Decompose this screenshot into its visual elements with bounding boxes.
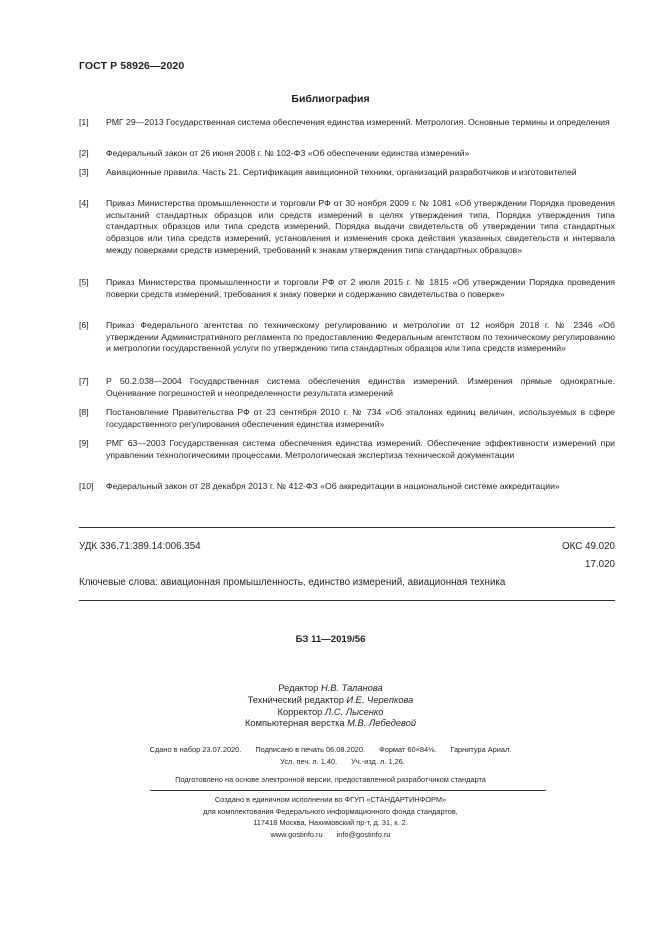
entry-number: [2]: [79, 148, 89, 158]
publisher-line-1: Создано в единичном исполнении во ФГУП «СТАНДАРТИНФОРМ»: [214, 795, 447, 804]
credit-proofreader: Корректор Л.С. Лысенко: [277, 706, 384, 717]
entry-number: [1]: [79, 117, 89, 127]
entry-text: РМГ 63—2003 Государственная система обеспечения единства измерений. Обеспечение эффективности измерений при управлении технологическими процессами. Метрологическая экспертиза технической документации: [106, 438, 615, 460]
entry-number: [10]: [79, 481, 94, 491]
prepared-note: Подготовлено на основе электронной версии, предоставленной разработчиком стандарта: [175, 775, 486, 784]
keywords-text: Ключевые слова: авиационная промышленность, единство измерений, авиационная техника: [79, 577, 506, 588]
entry-number: [7]: [79, 376, 89, 386]
oks-code: ОКС 49.020: [562, 541, 615, 552]
print-info-2: Усл. печ. л. 1,40. Уч.-изд. л. 1,26.: [280, 757, 405, 766]
entry-text: Приказ Федерального агентства по техническому регулированию и метрологии от 12 ноября 2018 г. № 2346 «Об утверждении Административного регламента по предоставлению Федеральным агентством по техническому регулированию и метрологии государственной услуги по утверждению типа стандартных образцов или типа средств измерений»: [106, 320, 615, 354]
email-link[interactable]: info@gostinfo.ru: [336, 829, 391, 839]
oks-row-2: [79, 559, 615, 570]
entry-text: Р 50.2.038—2004 Государственная система обеспечения единства измерений. Измерения прямые однократные. Оценивание погрешностей и неопределенности результата измерений: [106, 376, 615, 398]
bibliography-entry: [79, 167, 615, 179]
entry-number: [5]: [79, 277, 89, 287]
website-link[interactable]: www.gostinfo.ru: [270, 829, 323, 839]
bibliography-entry: [79, 117, 615, 129]
entry-text: Постановление Правительства РФ от 23 сентября 2010 г. № 734 «Об эталонах единиц величин, используемых в сфере государственного регулирования обеспечения единства измерений»: [106, 407, 615, 429]
entry-number: [3]: [79, 167, 89, 177]
entry-number: [6]: [79, 320, 89, 330]
entry-number: [9]: [79, 438, 89, 448]
divider-top: [79, 527, 615, 528]
divider-bottom: [79, 600, 615, 601]
keywords: [79, 577, 615, 588]
credit-editor: Редактор Н.В. Таланова: [278, 683, 383, 693]
publisher-line-3: 117418 Москва, Нахимовский пр-т, д. 31, к. 2.: [253, 818, 408, 827]
bibliography-entry: [79, 320, 615, 355]
bibliography-entry: [79, 407, 615, 430]
credit-layout: Компьютерная верстка М.В. Лебедевой: [245, 718, 416, 729]
oks-code-2: 17.020: [585, 559, 615, 570]
print-info-1: Сдано в набор 23.07.2020. Подписано в печать 06.08.2020. Формат 60×84⅛. Гарнитура Ариал.: [149, 745, 512, 754]
entry-number: [4]: [79, 198, 89, 208]
entry-text: Федеральный закон от 26 июня 2008 г. № 102-ФЗ «Об обеспечении единства измерений»: [106, 148, 470, 158]
contacts: [0, 829, 661, 841]
publisher-line-2: для комплектования Федерального информационного фонда стандартов,: [203, 806, 458, 816]
credits-block: [0, 683, 661, 730]
bibliography-entry: [79, 148, 615, 160]
entry-text: Приказ Министерства промышленности и торговли РФ от 2 июля 2015 г. № 1815 «Об утверждении Порядка проведения поверки средств измерений, требования к знаку поверки и содержанию свидетельства о поверке»: [106, 277, 615, 299]
bibliography-entry: [79, 438, 615, 461]
divider-colophon: [150, 790, 546, 791]
entry-text: Федеральный закон от 28 декабря 2013 г. № 412-ФЗ «Об аккредитации в национальной системе аккредитации»: [106, 481, 560, 491]
standard-number: ГОСТ Р 58926—2020: [79, 60, 185, 72]
udk-code: УДК 336.71:389.14:006.354: [79, 541, 201, 552]
bibliography-entry: [79, 277, 615, 300]
udk-oks-row: [79, 541, 615, 552]
publisher-block: [0, 794, 661, 840]
entry-text: Приказ Министерства промышленности и торговли РФ от 30 ноября 2009 г. № 1081 «Об утверждении Порядка проведения испытаний стандартных образцов или средств измерений в целях утверждения типа, Порядка утверждения типа стандартных образцов или типа средств измерений, Порядка выдачи свидетельств об утверждении типа стандартных образцов или типа средств измерений, установления и изменения срока действия указанных свидетельств и интервала между поверками средств измерений, требований к знакам утверждения типа стандартных образцов»: [106, 198, 615, 255]
entry-text: Авиационные правила. Часть 21. Сертификация авиационной техники, организаций разработчиков и изготовителей: [106, 167, 577, 177]
bibliography-entry: [79, 376, 615, 399]
entry-number: [8]: [79, 407, 89, 417]
bibliography-entry: [79, 198, 615, 257]
bibliography-title: Библиография: [291, 93, 370, 105]
bz-number: БЗ 11—2019/56: [295, 634, 366, 645]
credit-tech-editor: Технический редактор И.Е. Черепкова: [247, 694, 414, 705]
bibliography-entry: [79, 481, 615, 493]
entry-text: РМГ 29—2013 Государственная система обеспечения единства измерений. Метрология. Основные термины и определения: [106, 117, 610, 127]
